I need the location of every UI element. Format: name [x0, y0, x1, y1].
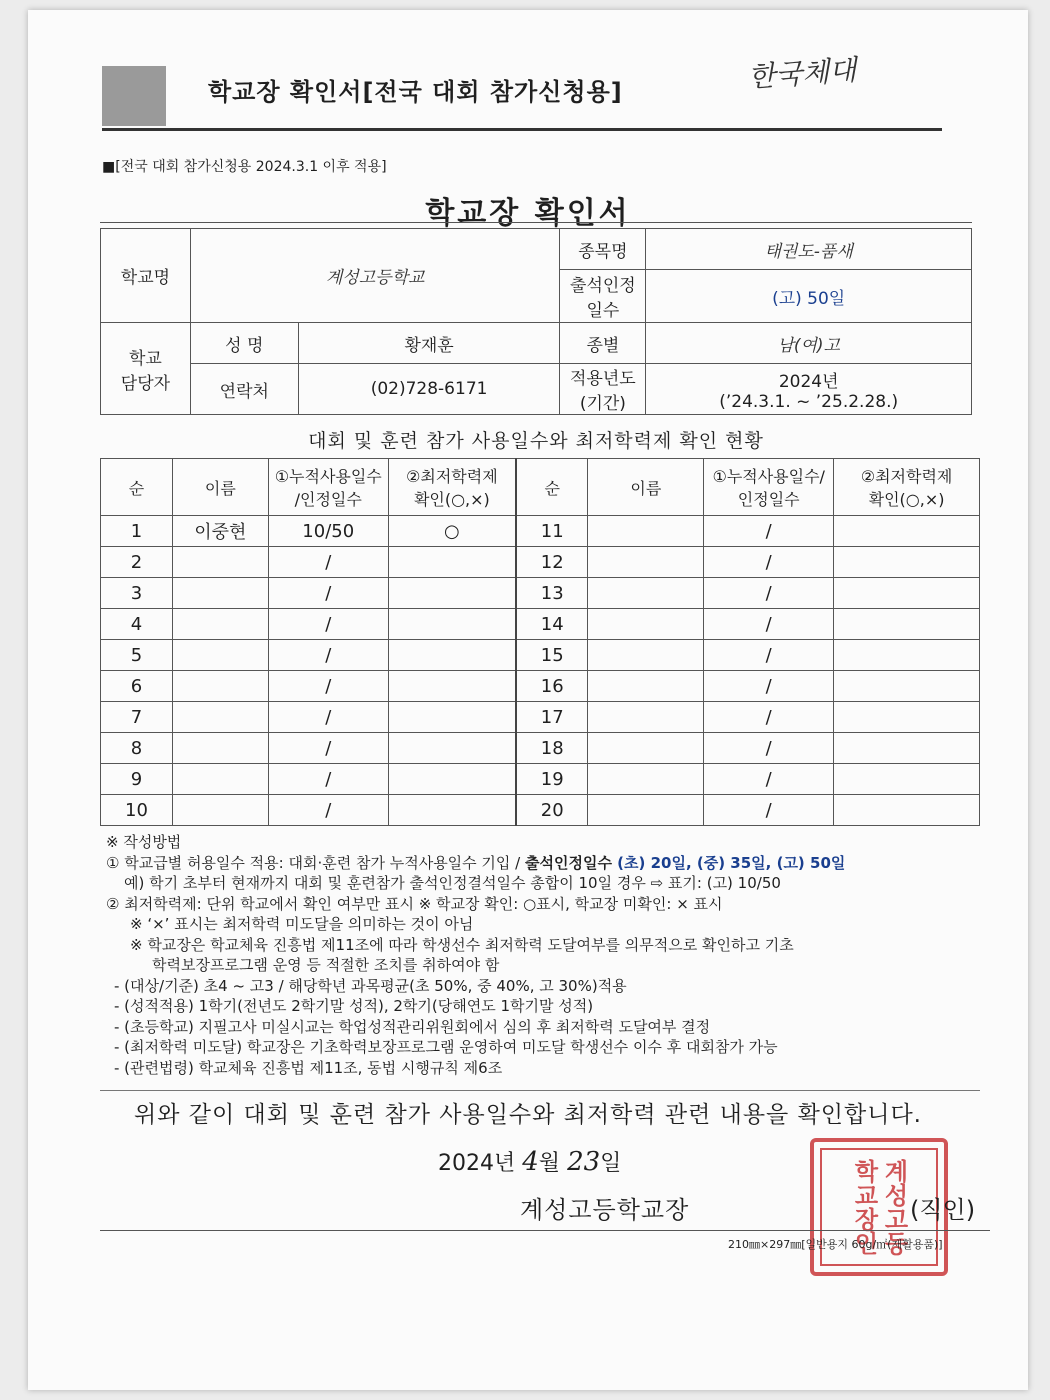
- roster-cell-days2: /: [704, 702, 834, 733]
- roster-cell-name2: [588, 547, 704, 578]
- roster-cell-name1: [172, 671, 268, 702]
- roster-cell-n1: 1: [101, 516, 173, 547]
- note-1: [106, 853, 986, 874]
- school-value: 계성고등학교: [190, 229, 560, 323]
- period-value: (’24.3.1. ~ ’25.2.28.): [719, 391, 899, 412]
- roster-cell-check2: [834, 640, 980, 671]
- roster-cell-days2: /: [704, 609, 834, 640]
- roster-cell-days2: /: [704, 640, 834, 671]
- seal-label: (직인): [910, 1196, 976, 1224]
- date-line: [438, 1146, 621, 1177]
- gender-label: 종별: [560, 323, 646, 364]
- note-2-a: ※ ‘×’ 표시는 최저학력 미도달을 의미하는 것이 아님: [130, 915, 474, 933]
- section-title: 대회 및 훈련 참가 사용일수와 최저학력제 확인 현황: [308, 430, 764, 452]
- roster-cell-check2: [834, 578, 980, 609]
- table-row: [101, 702, 980, 733]
- roster-cell-name1: [172, 640, 268, 671]
- roster-cell-name2: [588, 640, 704, 671]
- note-2: ② 최저학력제: 단위 학교에서 확인 여부만 표시 ※ 학교장 확인: ○표시, 학교장 미확인: × 표시: [106, 894, 723, 913]
- roster-table: [100, 458, 980, 826]
- table-row: [101, 795, 980, 826]
- roster-cell-days1: /: [268, 795, 388, 826]
- roster-cell-days1: /: [268, 764, 388, 795]
- roster-cell-check1: [388, 671, 516, 702]
- header-rule: [102, 128, 942, 131]
- roster-cell-days1: /: [268, 733, 388, 764]
- roster-cell-n2: 12: [516, 547, 588, 578]
- roster-header-6: ①누적사용일수/ 인정일수: [704, 459, 834, 516]
- roster-cell-check2: [834, 547, 980, 578]
- table-row: [101, 733, 980, 764]
- roster-cell-days1: /: [268, 671, 388, 702]
- roster-cell-n2: 20: [516, 795, 588, 826]
- confirmation-text: 위와 같이 대회 및 훈련 참가 사용일수와 최저학력 관련 내용을 확인합니다.: [134, 1102, 922, 1128]
- roster-cell-n1: 8: [101, 733, 173, 764]
- date-day: 23: [567, 1147, 601, 1177]
- roster-cell-days2: /: [704, 516, 834, 547]
- roster-cell-name1: [172, 578, 268, 609]
- roster-cell-name1: [172, 547, 268, 578]
- header-title: 학교장 확인서[전국 대회 참가신청용]: [208, 78, 623, 106]
- roster-cell-n1: 7: [101, 702, 173, 733]
- roster-cell-check1: [388, 702, 516, 733]
- roster-cell-name2: [588, 795, 704, 826]
- table-row: [101, 640, 980, 671]
- roster-cell-check1: [388, 764, 516, 795]
- roster-cell-days1: /: [268, 702, 388, 733]
- roster-cell-check2: [834, 609, 980, 640]
- roster-cell-check1: [388, 640, 516, 671]
- school-info-table: [100, 228, 972, 415]
- event-label: 종목명: [560, 229, 646, 270]
- writing-instructions: [106, 832, 986, 1078]
- roster-cell-name1: [172, 733, 268, 764]
- roster-cell-name1: [172, 609, 268, 640]
- detail-4: - (최저학력 미도달) 학교장은 기초학력보장프로그램 운영하여 미도달 학생선수 이수 후 대회참가 가능: [114, 1038, 778, 1056]
- name-value: 황재훈: [298, 323, 560, 364]
- roster-cell-n2: 14: [516, 609, 588, 640]
- school-label: 학교명: [101, 229, 191, 323]
- roster-cell-n2: 17: [516, 702, 588, 733]
- roster-cell-check2: [834, 795, 980, 826]
- detail-1: - (대상/기준) 초4 ~ 고3 / 해당학년 과목평균(초 50%, 중 40%, 고 30%)적용: [114, 976, 627, 995]
- date-year: 2024년: [438, 1151, 516, 1176]
- roster-cell-n1: 6: [101, 671, 173, 702]
- detail-5: - (관련법령) 학교체육 진흥법 제11조, 동법 시행규칙 제6조: [114, 1058, 503, 1077]
- roster-header-1: 이름: [172, 459, 268, 516]
- attendance-label: 출석인정 일수: [560, 270, 646, 323]
- roster-cell-check2: [834, 702, 980, 733]
- roster-cell-days1: /: [268, 609, 388, 640]
- roster-cell-check1: ○: [388, 516, 516, 547]
- note-1-allowance: (초) 20일, (중) 35일, (고) 50일: [611, 853, 846, 872]
- roster-header-4: 순: [516, 459, 588, 516]
- roster-cell-days2: /: [704, 733, 834, 764]
- roster-cell-name2: [588, 764, 704, 795]
- staff-label: 학교 담당자: [101, 323, 191, 415]
- roster-header-7: ②최저학력제 확인(○,×): [834, 459, 980, 516]
- form-subheading: ■[전국 대회 참가신청용 2024.3.1 이후 적용]: [102, 159, 387, 175]
- roster-cell-name1: [172, 702, 268, 733]
- roster-cell-check1: [388, 733, 516, 764]
- roster-cell-days2: /: [704, 671, 834, 702]
- roster-cell-n2: 19: [516, 764, 588, 795]
- roster-cell-check2: [834, 764, 980, 795]
- handwritten-note: 한국체대: [747, 53, 858, 94]
- roster-cell-check1: [388, 609, 516, 640]
- name-label: 성 명: [190, 323, 298, 364]
- roster-cell-n2: 15: [516, 640, 588, 671]
- note-1-bold: 출석인정일수: [525, 853, 612, 872]
- roster-cell-check2: [834, 516, 980, 547]
- roster-cell-days1: /: [268, 578, 388, 609]
- roster-cell-days2: /: [704, 795, 834, 826]
- roster-cell-name1: 이중현: [172, 516, 268, 547]
- year-label: 적용년도 (기간): [560, 364, 646, 415]
- note-1-text: ① 학교급별 허용일수 적용: 대회·훈련 참가 누적사용일수 기입 /: [106, 853, 525, 872]
- roster-cell-n2: 18: [516, 733, 588, 764]
- roster-cell-check1: [388, 547, 516, 578]
- gender-value: 남(여)고: [646, 323, 972, 364]
- roster-cell-n2: 16: [516, 671, 588, 702]
- roster-cell-n2: 13: [516, 578, 588, 609]
- roster-header-0: 순: [101, 459, 173, 516]
- table-row: [101, 764, 980, 795]
- roster-header-5: 이름: [588, 459, 704, 516]
- notes-rule: [100, 1090, 980, 1091]
- roster-header-2: ①누적사용일수 /인정일수: [268, 459, 388, 516]
- roster-cell-n1: 9: [101, 764, 173, 795]
- year-value: 2024년: [778, 371, 839, 392]
- attendance-value: (고) 50일: [646, 270, 972, 323]
- roster-cell-name2: [588, 516, 704, 547]
- roster-cell-n2: 11: [516, 516, 588, 547]
- contact-label: 연락처: [190, 364, 298, 415]
- table-row: [101, 547, 980, 578]
- roster-cell-name2: [588, 671, 704, 702]
- roster-cell-n1: 3: [101, 578, 173, 609]
- roster-cell-name1: [172, 795, 268, 826]
- seal-text: 계성고등학교장인: [820, 1148, 938, 1266]
- document-page: [28, 10, 1028, 1390]
- roster-header-3: ②최저학력제 확인(○,×): [388, 459, 516, 516]
- roster-cell-check1: [388, 578, 516, 609]
- contact-value: (02)728-6171: [298, 364, 560, 415]
- roster-cell-n1: 10: [101, 795, 173, 826]
- roster-cell-days2: /: [704, 547, 834, 578]
- detail-3: - (초등학교) 지필고사 미실시교는 학업성적관리위원회에서 심의 후 최저학력 도달여부 결정: [114, 1017, 711, 1036]
- roster-cell-check2: [834, 671, 980, 702]
- table-row: [101, 671, 980, 702]
- roster-cell-name2: [588, 702, 704, 733]
- roster-cell-n1: 2: [101, 547, 173, 578]
- roster-cell-n1: 5: [101, 640, 173, 671]
- footer-rule: [100, 1230, 990, 1231]
- roster-cell-days2: /: [704, 578, 834, 609]
- detail-2: - (성적적용) 1학기(전년도 2학기말 성적), 2학기(당해연도 1학기말 성적): [114, 997, 594, 1015]
- event-value: 태권도-품새: [646, 229, 972, 270]
- notes-heading: ※ 작성방법: [106, 833, 182, 851]
- principal-title: 계성고등학교장: [520, 1196, 690, 1224]
- roster-cell-name2: [588, 609, 704, 640]
- roster-cell-check2: [834, 733, 980, 764]
- paper-spec: 210㎜×297㎜[일반용지 60g/㎡(재활용품)]: [728, 1238, 943, 1251]
- note-1-example: 예) 학기 초부터 현재까지 대회 및 훈련참가 출석인정결석일수 총합이 10일 경우 ⇨ 표기: (고) 10/50: [124, 874, 781, 892]
- year-cell: [646, 364, 972, 415]
- roster-cell-name1: [172, 764, 268, 795]
- table-row: [101, 578, 980, 609]
- form-title: 학교장 확인서: [425, 196, 631, 231]
- roster-cell-days1: /: [268, 547, 388, 578]
- header-gray-box: [102, 66, 166, 126]
- roster-cell-days1: 10/50: [268, 516, 388, 547]
- roster-cell-name2: [588, 733, 704, 764]
- roster-cell-check1: [388, 795, 516, 826]
- table-row: [101, 516, 980, 547]
- note-2-b-cont: 학력보장프로그램 운영 등 적절한 조치를 취하여야 함: [152, 956, 500, 974]
- roster-cell-days2: /: [704, 764, 834, 795]
- date-day-unit: 일: [600, 1151, 622, 1176]
- table-row: [101, 609, 980, 640]
- note-2-b: ※ 학교장은 학교체육 진흥법 제11조에 따라 학생선수 최저학력 도달여부를 의무적으로 확인하고 기초: [130, 935, 794, 954]
- roster-cell-days1: /: [268, 640, 388, 671]
- roster-cell-name2: [588, 578, 704, 609]
- date-month: 4: [522, 1147, 539, 1177]
- roster-cell-n1: 4: [101, 609, 173, 640]
- date-month-unit: 월: [538, 1151, 561, 1176]
- title-rule: [100, 222, 972, 223]
